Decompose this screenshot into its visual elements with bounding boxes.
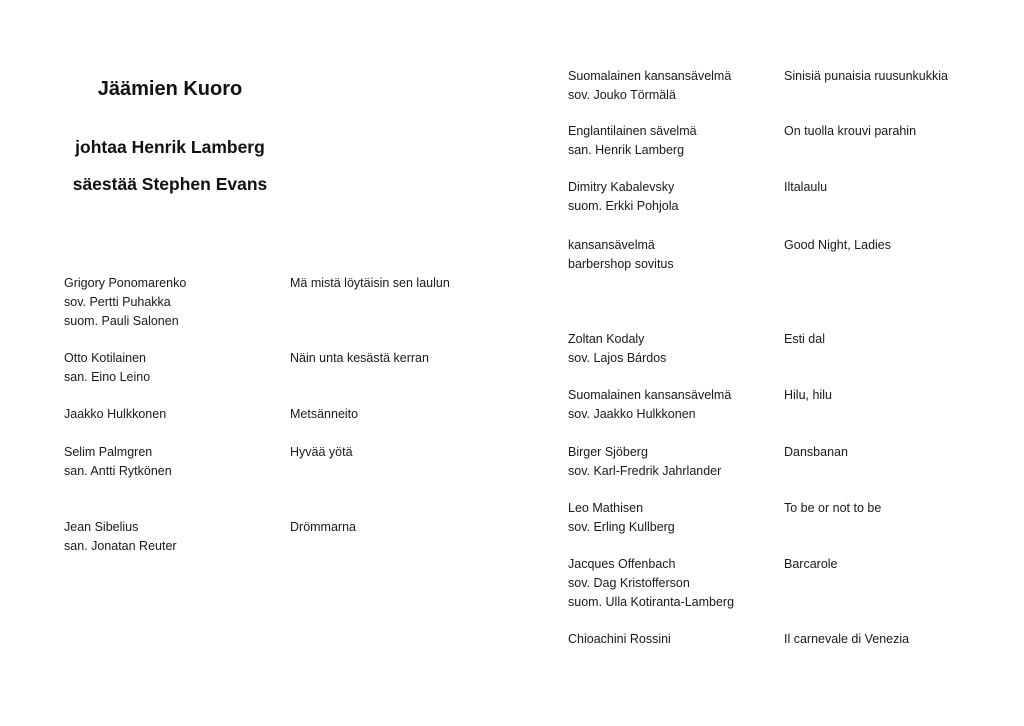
composer: Chioachini Rossini (568, 632, 671, 646)
composer: Suomalainen kansansävelmä (568, 69, 732, 83)
composer: Jaakko Hulkkonen (64, 407, 167, 421)
arranger: sov. Jouko Törmälä (568, 87, 676, 102)
composer: kansansävelmä (568, 238, 655, 252)
composer: Otto Kotilainen (64, 351, 146, 365)
arranger: sov. Erling Kullberg (568, 519, 675, 534)
program-entry (568, 330, 666, 368)
arranger: sov. Lajos Bárdos (568, 350, 667, 365)
accompanist-line: säestää Stephen Evans (72, 174, 268, 194)
song-title: Sinisiä punaisia ruusunkukkia (784, 69, 948, 83)
song-title: On tuolla krouvi parahin (784, 124, 917, 138)
program-entry (568, 499, 675, 537)
song-title: Il carnevale di Venezia (784, 632, 910, 646)
composer: Zoltan Kodaly (568, 332, 645, 346)
composer: Englantilainen sävelmä (568, 124, 697, 138)
song-title: Näin unta kesästä kerran (290, 351, 429, 365)
program-entry (568, 122, 697, 160)
translator: suom. Ulla Kotiranta-Lamberg (568, 594, 735, 609)
program-entry (568, 178, 678, 216)
arranger: sov. Dag Kristofferson (568, 575, 690, 590)
program-entry (64, 405, 166, 424)
program-entry (568, 443, 721, 481)
arranger: sov. Pertti Puhakka (64, 294, 171, 309)
conductor-line: johtaa Henrik Lamberg (75, 137, 265, 157)
song-title: Good Night, Ladies (784, 238, 892, 252)
song-title: Hyvää yötä (290, 445, 353, 459)
program-entry (568, 67, 731, 105)
song-title: Dansbanan (784, 445, 848, 459)
composer: Birger Sjöberg (568, 445, 648, 459)
translator: suom. Pauli Salonen (64, 313, 179, 328)
song-title: Hilu, hilu (784, 388, 832, 402)
program-entry (64, 274, 186, 330)
song-title: Barcarole (784, 557, 838, 571)
arranger: barbershop sovitus (568, 256, 674, 271)
lyricist: san. Eino Leino (64, 369, 151, 384)
program-entry (64, 349, 150, 387)
composer: Dimitry Kabalevsky (568, 180, 675, 194)
song-title: Metsänneito (290, 407, 359, 421)
program-entry (64, 518, 177, 556)
composer: Suomalainen kansansävelmä (568, 388, 732, 402)
composer: Leo Mathisen (568, 501, 644, 515)
composer: Selim Palmgren (64, 445, 153, 459)
arranger: sov. Jaakko Hulkkonen (568, 406, 696, 421)
composer: Grigory Ponomarenko (64, 276, 187, 290)
program-entry (568, 555, 734, 611)
program-entry (568, 236, 674, 274)
lyricist: san. Jonatan Reuter (64, 538, 177, 553)
song-title: Esti dal (784, 332, 825, 346)
composer: Jean Sibelius (64, 520, 139, 534)
song-title: Drömmarna (290, 520, 356, 534)
arranger: sov. Karl-Fredrik Jahrlander (568, 463, 722, 478)
program-entry (568, 630, 671, 649)
program-entry (64, 443, 172, 481)
choir-title: Jäämien Kuoro (97, 78, 243, 100)
song-title: Iltalaulu (784, 180, 828, 194)
program-entry (568, 386, 731, 424)
song-title: Mä mistä löytäisin sen laulun (290, 276, 450, 290)
lyricist: san. Antti Rytkönen (64, 463, 172, 478)
lyricist: san. Henrik Lamberg (568, 142, 685, 157)
song-title: To be or not to be (784, 501, 882, 515)
composer: Jacques Offenbach (568, 557, 676, 571)
translator: suom. Erkki Pohjola (568, 198, 679, 213)
